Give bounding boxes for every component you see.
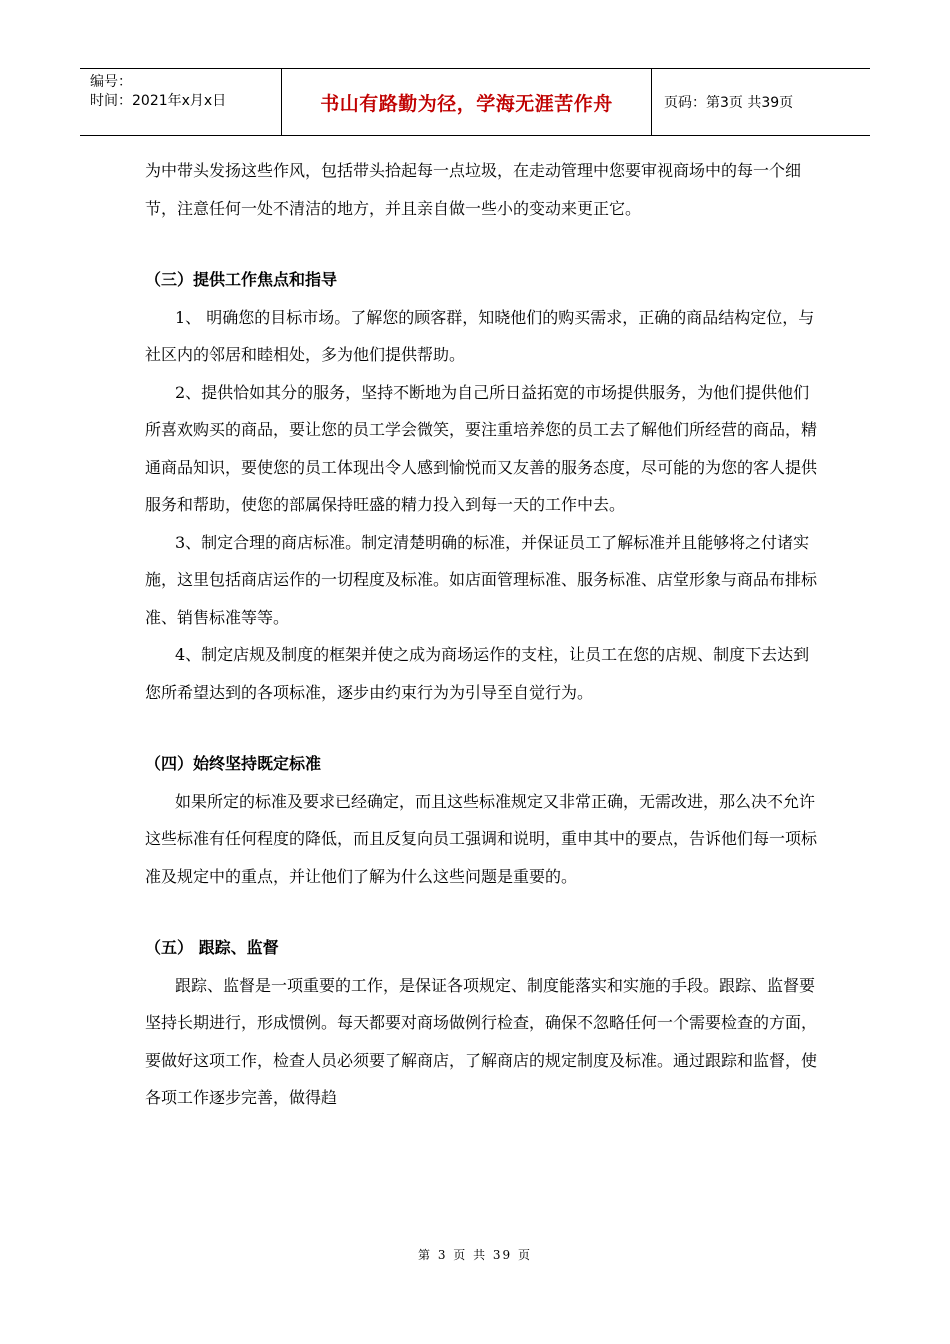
header-meta-cell (80, 69, 282, 135)
paragraph: 1、 明确您的目标市场。了解您的顾客群，知晓他们的购买需求，正确的商品结构定位，与社区内的邻居和睦相处，多为他们提供帮助。 (145, 307, 815, 364)
paragraph: 跟踪、监督是一项重要的工作，是保证各项规定、制度能落实和实施的手段。跟踪、监督要坚持长期进行，形成惯例。每天都要对商场做例行检查，确保不忽略任何一个需要检查的方面，要做好这项工作，检查人员必须要了解商店，了解商店的规定制度及标准。通过跟踪和监督，使各项工作逐步完善，做得趋 (145, 975, 818, 1107)
section-heading: （四）始终坚持既定标准 (145, 754, 322, 773)
paragraph: 4、制定店规及制度的框架并使之成为商场运作的支柱，让员工在您的店规、制度下去达到您所希望达到的各项标准，逐步由约束行为为引导至自觉行为。 (145, 645, 810, 702)
document-time-label: 时间：2021年x月x日 (90, 93, 227, 109)
document-code-label: 编号： (90, 74, 132, 90)
paragraph: 如果所定的标准及要求已经确定，而且这些标准规定又非常正确，无需改进，那么决不允许这些标准有任何程度的降低，而且反复向员工强调和说明，重申其中的要点，告诉他们每一项标准及规定中的重点，并让他们了解为什么这些问题是重要的。 (145, 791, 818, 886)
paragraph: 为中带头发扬这些作风，包括带头拾起每一点垃圾，在走动管理中您要审视商场中的每一个细节，注意任何一处不清洁的地方，并且亲自做一些小的变动来更正它。 (145, 161, 802, 218)
header-page-info: 页码：第3页 共39页 (664, 95, 794, 111)
document-body (145, 152, 825, 1117)
section-heading: （三）提供工作焦点和指导 (145, 270, 338, 289)
document-header (80, 68, 870, 136)
paragraph: 3、制定合理的商店标准。制定清楚明确的标准，并保证员工了解标准并且能够将之付诸实施，这里包括商店运作的一切程度及标准。如店面管理标准、服务标准、店堂形象与商品布排标准、销售标准等等。 (145, 532, 818, 627)
section-heading: （五） 跟踪、监督 (145, 938, 279, 957)
paragraph: 2、提供恰如其分的服务，坚持不断地为自己所日益拓宽的市场提供服务，为他们提供他们所喜欢购买的商品，要让您的员工学会微笑，要注重培养您的员工去了解他们所经营的商品，精通商品知识，要使您的员工体现出令人感到愉悦而又友善的服务态度，尽可能的为您的客人提供服务和帮助，使您的部属保持旺盛的精力投入到每一天的工作中去。 (145, 382, 818, 514)
header-motto: 书山有路勤为径，学海无涯苦作舟 (282, 69, 652, 135)
page-footer: 第 3 页 共 39 页 (418, 1248, 532, 1262)
